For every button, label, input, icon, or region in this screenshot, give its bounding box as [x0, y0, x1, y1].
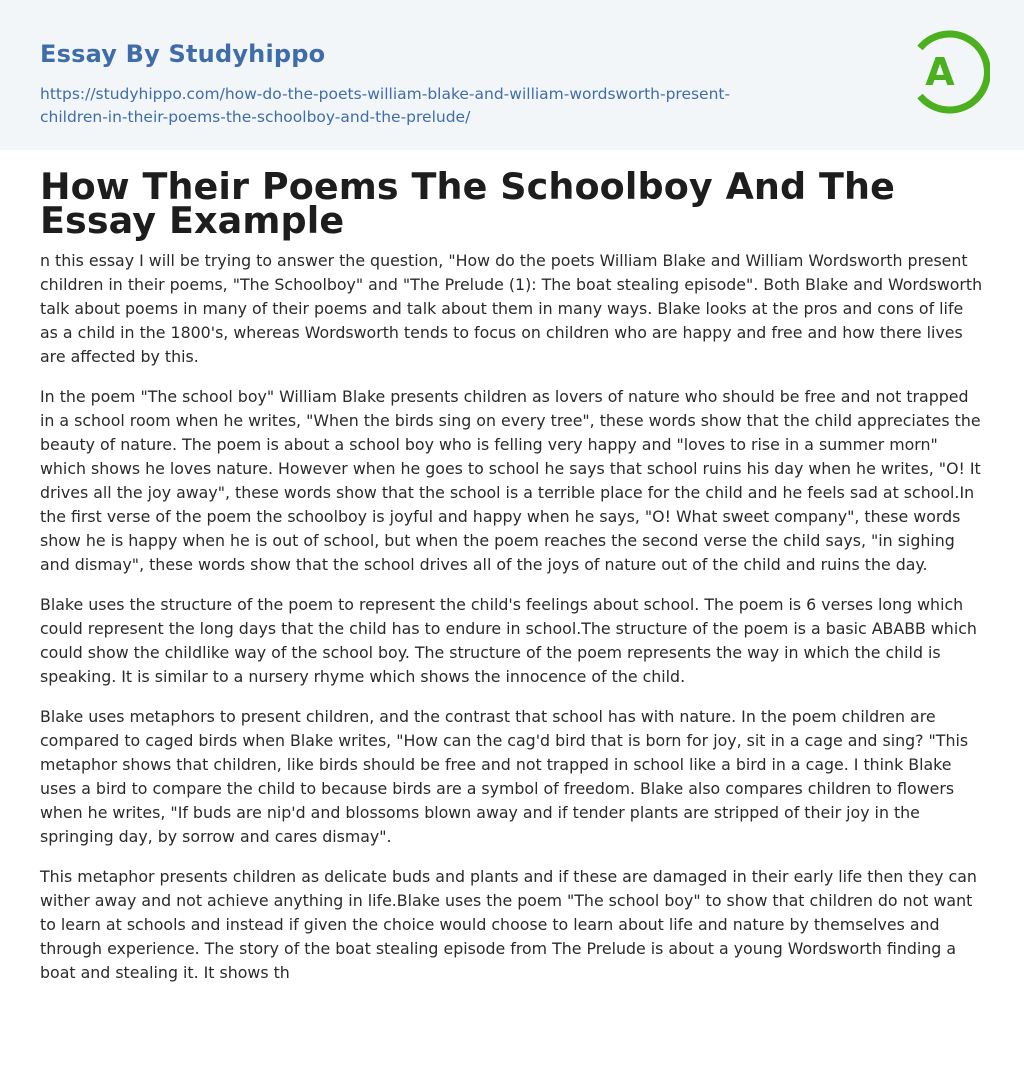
essay-paragraph-2: In the poem "The school boy" William Blake presents children as lovers of nature who should be free and not trapped in a school room when he writes, "When the birds sing on every tree", these words show that the child appreciates the beauty of nature. The poem is about a school boy who is felling very happy and "loves to rise in a summer morn" which shows he loves nature. However when he goes to school he says that school ruins his day when he writes, "O! It drives all the joy away", these words show that the school is a terrible place for the child and he feels sad at school.In the first verse of the poem the schoolboy is joyful and happy when he says, "O! What sweet company", these words show he is happy when he is out of school, but when the poem reaches the second verse the child says, "in sighing and dismay", these words show that the school drives all of the joys of nature out of the child and ruins the day. [40, 387, 981, 574]
source-url-line-1[interactable]: https://studyhippo.com/how-do-the-poets-william-blake-and-william-wordsworth-present- [40, 85, 731, 103]
essay-paragraph-3: Blake uses the structure of the poem to represent the child's feelings about school. The poem is 6 verses long which could represent the long days that the child has to endure in school.The structure of the poem is a basic ABABB which could show the childlike way of the school boy. The structure of the poem represents the way in which the child is speaking. It is similar to a nursery rhyme which shows the innocence of the child. [40, 595, 977, 686]
site-header [0, 0, 1024, 150]
essay-paragraph-1: n this essay I will be trying to answer the question, "How do the poets William Blake and William Wordsworth present children in their poems, "The Schoolboy" and "The Prelude (1): The boat stealing episode". Both Blake and Wordsworth talk about poems in many of their poems and talk about them in many ways. Blake looks at the pros and cons of life as a child in the 1800's, whereas Wordsworth tends to focus on children who are happy and free and how there lives are affected by this. [40, 251, 983, 366]
studyhippo-logo-icon[interactable] [910, 26, 990, 118]
essay-paragraph-5: This metaphor presents children as delicate buds and plants and if these are damaged in their early life then they can wither away and not achieve anything in life.Blake uses the poem "The school boy" to show that children do not want to learn at schools and instead if given the choice would choose to learn about life and nature by themselves and through experience. The story of the boat stealing episode from The Prelude is about a young Wordsworth finding a boat and stealing it. It shows th [40, 867, 977, 982]
essay-paragraph-4: Blake uses metaphors to present children, and the contrast that school has with nature. In the poem children are compared to caged birds when Blake writes, "How can the cag'd bird that is born for joy, sit in a cage and sing? "This metaphor shows that children, like birds should be free and not trapped in school like a bird in a cage. I think Blake uses a bird to compare the child to because birds are a symbol of freedom. Blake also compares children to flowers when he writes, "If buds are nip'd and blossoms blown away and if tender plants are stripped of their joy in the springing day, by sorrow and cares dismay". [40, 707, 969, 846]
brand-title[interactable]: Essay By Studyhippo [40, 40, 326, 68]
essay-body [40, 249, 984, 1001]
logo-letter: A [925, 50, 955, 94]
page-title: How Their Poems The Schoolboy And The Essay Example [40, 165, 895, 242]
source-url-link[interactable] [40, 83, 840, 129]
source-url-line-2[interactable]: children-in-their-poems-the-schoolboy-and-the-prelude/ [40, 108, 471, 126]
